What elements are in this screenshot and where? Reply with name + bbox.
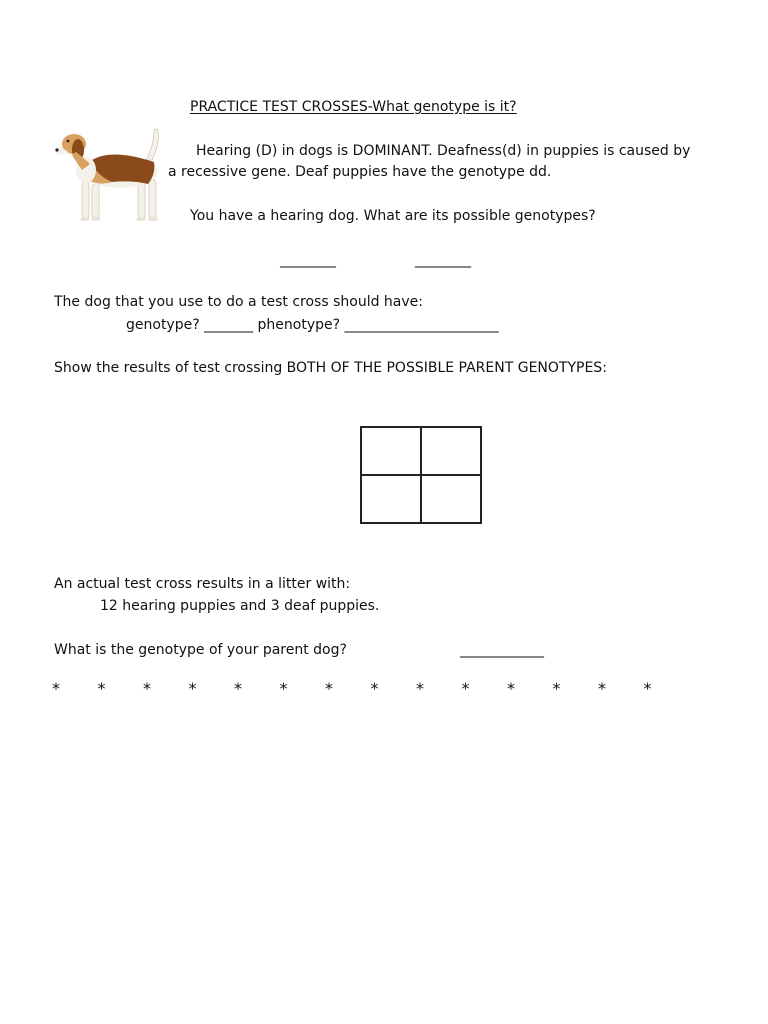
litter-result: 12 hearing puppies and 3 deaf puppies. [100, 598, 380, 614]
punnett-cell [361, 475, 421, 523]
parent-genotype-question: What is the genotype of your parent dog? [54, 642, 347, 658]
separator-star: * [643, 679, 652, 698]
punnett-square [360, 426, 482, 524]
parent-genotype-blank: ____________ [460, 642, 544, 658]
punnett-cell [421, 427, 481, 475]
separator-star: * [598, 679, 606, 698]
separator-star: * [416, 679, 424, 698]
separator-star: * [370, 679, 379, 698]
litter-intro: An actual test cross results in a litter with: [54, 576, 351, 592]
separator-star: * [97, 679, 106, 698]
answer-blank-1: ________ [280, 252, 336, 268]
intro-line-1: Hearing (D) in dogs is DOMINANT. Deafness(d) in puppies is caused by [196, 143, 691, 159]
star-separator [52, 680, 689, 698]
separator-star: * [188, 679, 197, 698]
beagle-dog-illustration [52, 124, 170, 224]
test-cross-prompt: The dog that you use to do a test cross should have: [54, 294, 423, 310]
separator-star: * [325, 679, 333, 698]
separator-star: * [279, 679, 288, 698]
genotype-phenotype-line: genotype? _______ phenotype? ______________________ [126, 317, 499, 333]
separator-star: * [552, 679, 561, 698]
separator-star: * [507, 679, 515, 698]
punnett-cell [421, 475, 481, 523]
question-possible-genotypes: You have a hearing dog. What are its possible genotypes? [190, 208, 596, 224]
separator-star: * [461, 679, 470, 698]
answer-blank-2: ________ [415, 252, 471, 268]
separator-star: * [52, 679, 60, 698]
worksheet-title: PRACTICE TEST CROSSES-What genotype is it? [190, 99, 517, 115]
separator-star: * [234, 679, 242, 698]
intro-line-2: a recessive gene. Deaf puppies have the genotype dd. [168, 164, 552, 180]
separator-star: * [143, 679, 151, 698]
punnett-cell [361, 427, 421, 475]
show-results-instruction: Show the results of test crossing BOTH OF THE POSSIBLE PARENT GENOTYPES: [54, 360, 607, 376]
